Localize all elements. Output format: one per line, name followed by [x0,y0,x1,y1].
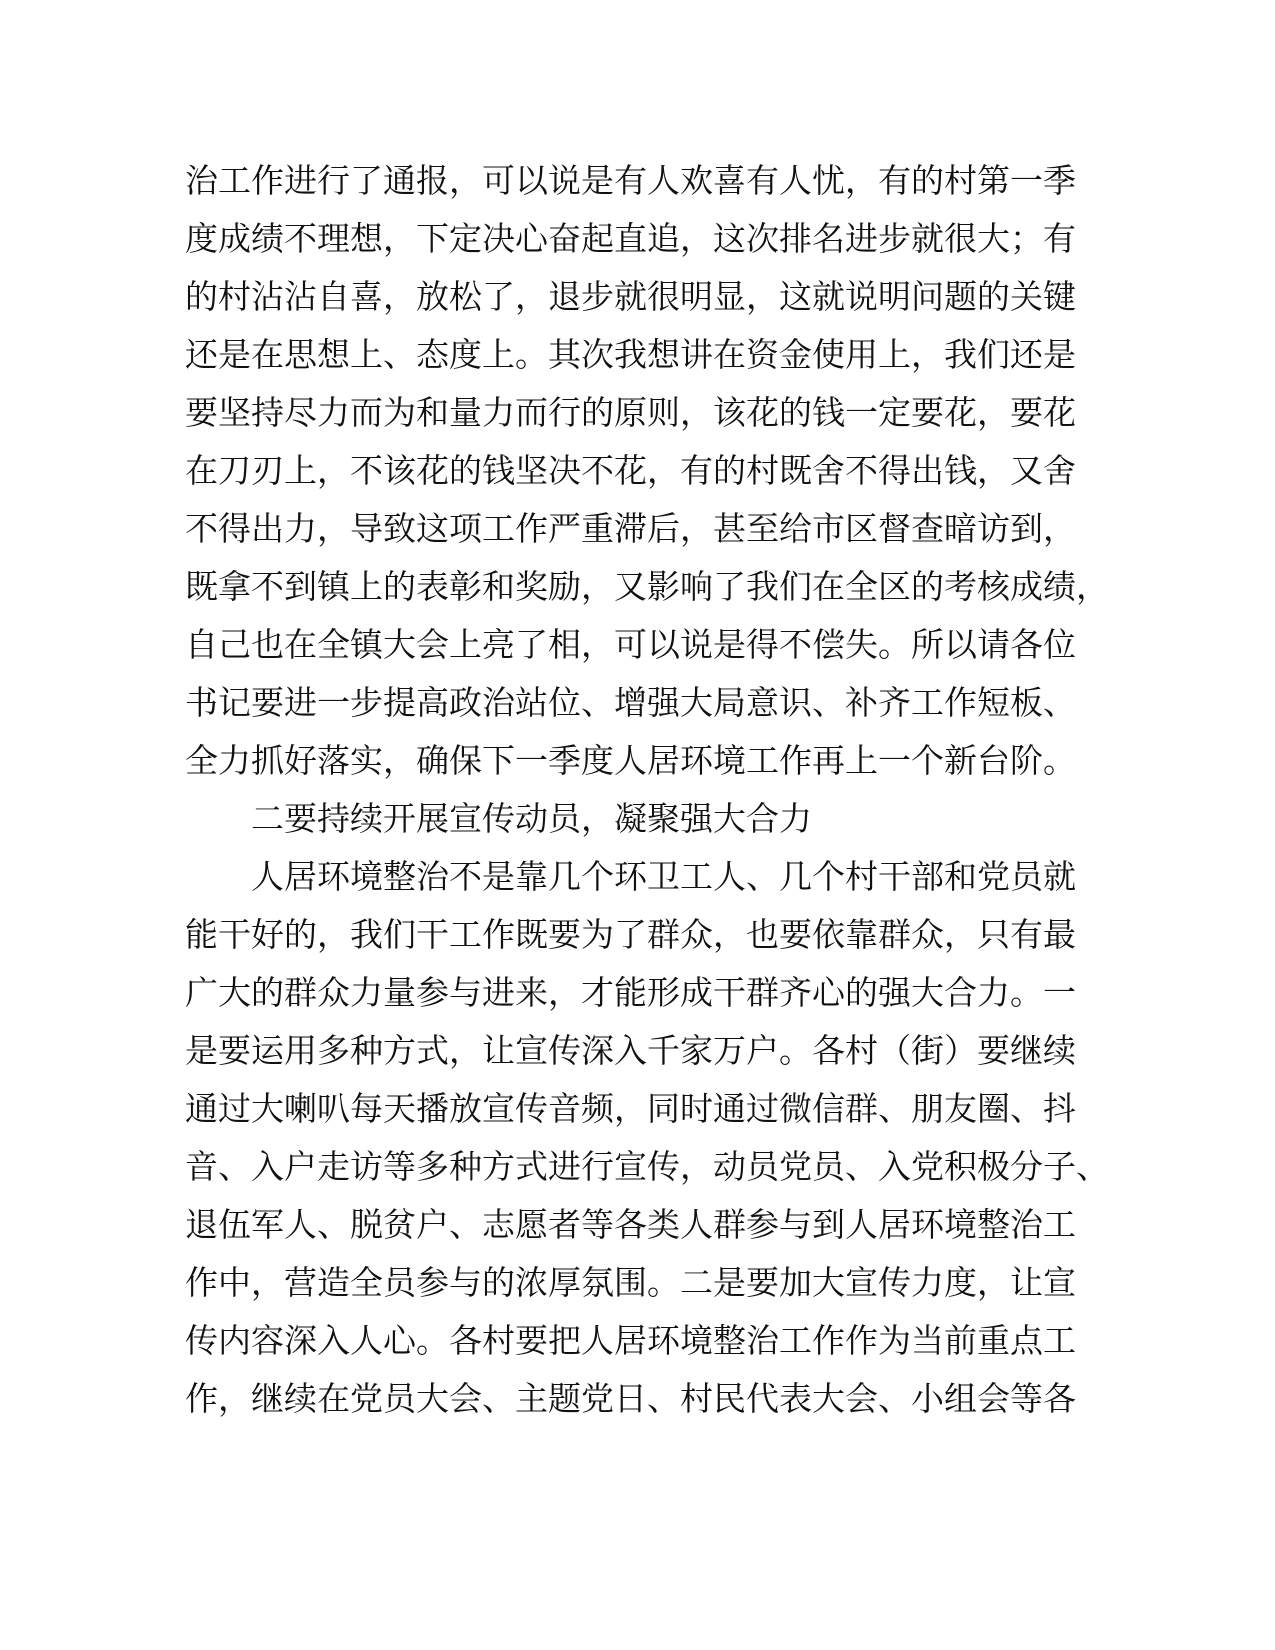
paragraph-line: 度成绩不理想，下定决心奋起直追，这次排名进步就很大；有 [185,219,1076,258]
section-heading: 二要持续开展宣传动员，凝聚强大合力 [251,799,812,838]
document-body [185,152,1109,1428]
paragraph-line: 要坚持尽力而为和量力而行的原则，该花的钱一定要花，要花 [185,393,1076,432]
paragraph-line: 人居环境整治不是靠几个环卫工人、几个村干部和党员就 [251,857,1076,896]
paragraph-line: 能干好的，我们干工作既要为了群众，也要依靠群众，只有最 [185,915,1076,954]
paragraph-line: 自己也在全镇大会上亮了相，可以说是得不偿失。所以请各位 [185,625,1076,664]
paragraph-line: 广大的群众力量参与进来，才能形成干群齐心的强大合力。一 [185,973,1076,1012]
paragraph-line: 的村沾沾自喜，放松了，退步就很明显，这就说明问题的关键 [185,277,1076,316]
paragraph-line: 全力抓好落实，确保下一季度人居环境工作再上一个新台阶。 [185,741,1076,780]
paragraph-line: 既拿不到镇上的表彰和奖励，又影响了我们在全区的考核成绩， [185,567,1109,606]
paragraph-line: 还是在思想上、态度上。其次我想讲在资金使用上，我们还是 [185,335,1076,374]
paragraph-line: 在刀刃上，不该花的钱坚决不花，有的村既舍不得出钱，又舍 [185,451,1076,490]
paragraph-line: 是要运用多种方式，让宣传深入千家万户。各村（街）要继续 [185,1031,1076,1070]
paragraph-line: 书记要进一步提高政治站位、增强大局意识、补齐工作短板、 [185,683,1076,722]
paragraph-line: 不得出力，导致这项工作严重滞后，甚至给市区督查暗访到， [185,509,1076,548]
paragraph-line: 通过大喇叭每天播放宣传音频，同时通过微信群、朋友圈、抖 [185,1089,1076,1128]
paragraph-line: 传内容深入人心。各村要把人居环境整治工作作为当前重点工 [185,1321,1076,1360]
paragraph-line: 治工作进行了通报，可以说是有人欢喜有人忧，有的村第一季 [185,161,1076,200]
paragraph-line: 作中，营造全员参与的浓厚氛围。二是要加大宣传力度，让宣 [185,1263,1076,1302]
paragraph-line: 退伍军人、脱贫户、志愿者等各类人群参与到人居环境整治工 [185,1205,1076,1244]
paragraph-line: 作，继续在党员大会、主题党日、村民代表大会、小组会等各 [185,1379,1076,1418]
paragraph-line: 音、入户走访等多种方式进行宣传，动员党员、入党积极分子、 [185,1147,1109,1186]
